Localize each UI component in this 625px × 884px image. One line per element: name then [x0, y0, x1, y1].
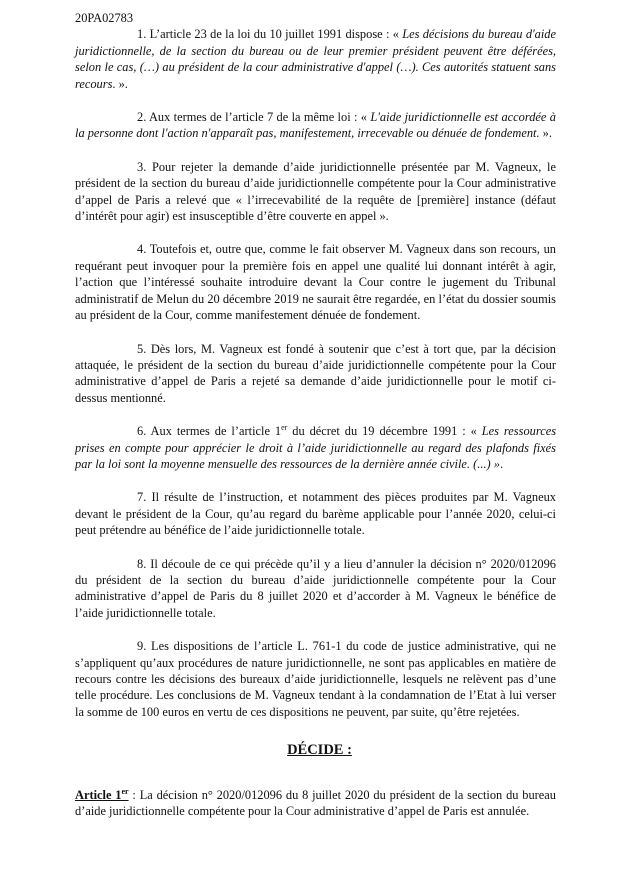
superscript-er: er — [121, 786, 129, 796]
paragraph-9: 9. Les dispositions de l’article L. 761-1 du code de justice administrative, qui ne s’appliquent qu’aux procédures de nature juridictionnelle, ne sont pas applicables en matière de recours contre les décisions des bureaux d’aide juridictionnelle, lesquels ne relèvent pas d’une telle procédure. Les conclusions de M. Vagneux tendant à la condamnation de l’Etat à lui verser la somme de 100 euros en vertu de ces dispositions ne peuvent, par suite, qu’être rejetées. — [75, 639, 556, 719]
superscript-er: er — [281, 423, 288, 432]
paragraph-3: 3. Pour rejeter la demande d’aide juridictionnelle présentée par M. Vagneux, le président de la section du bureau d’aide juridictionnelle compétente pour la Cour administrative d’appel de Paris a relevé que « l’irrecevabilité de la requête de [première] instance (défaut d’intérêt pour agir) est insusceptible d’être couverte en appel ». — [75, 159, 556, 224]
paragraph-quote: Les ressources prises en compte pour apprécier le droit à l’aide juridictionnelle au regard des plafonds fixés par la loi sont la moyenne mensuelle des ressources de la dernière année civile. (...) » — [75, 424, 557, 471]
article-separator: : — [128, 787, 140, 802]
case-reference: 20PA02783 — [75, 11, 134, 25]
paragraph-6 — [75, 423, 556, 472]
paragraph-quote: Les décisions du bureau d'aide juridictionnelle, de la section du bureau ou de leur premier président peuvent être déférées, selon le cas, (…) au président de la cour administrative d'appel (…). Ces autorités statuent sans recours — [75, 27, 556, 91]
paragraph-lead-cont: du décret du 19 décembre 1991 : « — [287, 424, 482, 439]
paragraph-4: 4. Toutefois et, outre que, comme le fait observer M. Vagneux dans son recours, un requérant peut invoquer pour la première fois en appel une qualité lui donnant intérêt à agir, l’action que l’intéressé souhaite introduire devant la Cour contre le jugement du Tribunal administratif de Melun du 20 décembre 2019 ne saurait être regardée, en l’état du dossier soumis au président de la Cour, comme manifestement dénuée de fondement. — [75, 242, 556, 323]
article-label-text: Article 1 — [75, 787, 122, 802]
paragraph-lead: 6. Aux termes de l’article 1 — [137, 424, 282, 439]
article-1 — [75, 787, 556, 820]
paragraph-lead: 1. L’article 23 de la loi du 10 juillet 1991 dispose : « — [137, 27, 403, 42]
decide-heading: DÉCIDE : — [287, 742, 352, 759]
paragraph-tail: . ». — [112, 76, 128, 91]
paragraph-1 — [75, 26, 556, 92]
paragraph-5: 5. Dès lors, M. Vagneux est fondé à soutenir que c’est à tort que, par la décision attaquée, le président de la section du bureau d’aide juridictionnelle compétente pour la Cour administrative d’appel de Paris a rejeté sa demande d’aide juridictionnelle pour le motif ci-dessus mentionné. — [75, 341, 556, 405]
article-1-label — [75, 788, 129, 802]
paragraph-tail: ». — [539, 126, 552, 141]
paragraph-quote: L'aide juridictionnelle est accordée à la personne dont l'action n'apparaît pas, manifestement, irrecevable ou dénuée de fondement. — [75, 110, 556, 141]
paragraph-2 — [75, 109, 556, 142]
paragraph-7: 7. Il résulte de l’instruction, et notamment des pièces produites par M. Vagneux devant le président de la Cour, qu’au regard du barème applicable pour l’année 2020, celui-ci peut prétendre au bénéfice de l’aide juridictionnelle totale. — [75, 490, 556, 538]
paragraph-tail: . — [499, 456, 504, 471]
paragraph-8: 8. Il découle de ce qui précède qu’il y a lieu d’annuler la décision n° 2020/012096 du président de la section du bureau d’aide juridictionnelle compétente pour la Cour administrative d’appel de Paris du 8 juillet 2020 et d’accorder à M. Vagneux le bénéfice de l’aide juridictionnelle totale. — [75, 556, 556, 620]
article-1-text: La décision n° 2020/012096 du 8 juillet 2020 du président de la section du bureau d’aide juridictionnelle compétente pour la Cour administrative d’appel de Paris est annulée. — [75, 787, 556, 819]
paragraph-lead: 2. Aux termes de l’article 7 de la même loi : « — [137, 110, 371, 125]
document-page — [75, 10, 556, 832]
